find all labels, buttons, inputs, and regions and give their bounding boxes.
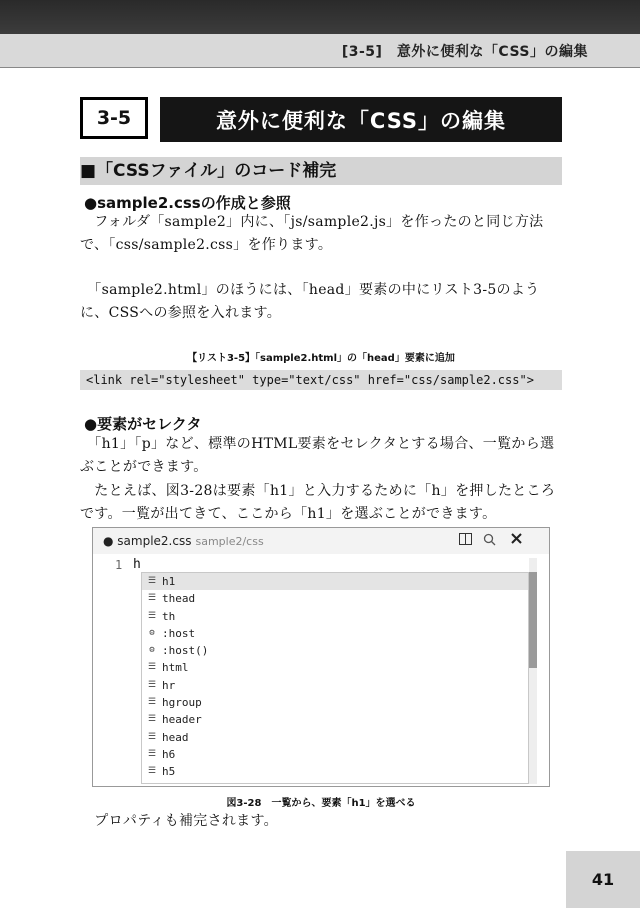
editor-tab[interactable] <box>103 534 264 548</box>
property-icon: ☰ <box>147 576 157 586</box>
tab-path: sample2/css <box>195 535 264 548</box>
suggestion-label: :host() <box>162 644 209 658</box>
code-listing: <link rel="stylesheet" type="text/css" href="css/sample2.css"> <box>80 370 562 390</box>
scrollbar-thumb[interactable] <box>529 572 537 668</box>
suggestion-label: thead <box>162 592 196 606</box>
property-icon: ☰ <box>147 731 157 742</box>
top-band <box>0 0 640 34</box>
paragraph-text: フォルダ「sample2」内に、「js/sample2.js」を作ったのと同じ方法で、「css/sample2.css」を作ります。 <box>80 214 544 253</box>
search-icon[interactable] <box>483 533 496 550</box>
editor-screenshot <box>92 527 550 787</box>
suggestion-item[interactable] <box>142 642 528 659</box>
property-icon: ☰ <box>147 697 157 708</box>
suggestion-label: hgroup <box>162 696 202 710</box>
listing-caption: 【リスト3-5】「sample2.html」の「head」要素に追加 <box>187 353 455 364</box>
paragraph <box>80 480 564 526</box>
suggestion-item[interactable] <box>142 746 528 763</box>
suggestion-item[interactable] <box>142 625 528 642</box>
suggestion-item[interactable] <box>142 729 528 746</box>
suggestion-label: h1 <box>162 575 176 588</box>
editor-tab-bar <box>93 528 549 554</box>
subheading-selector: ●要素がセレクタ <box>84 415 202 433</box>
split-editor-icon[interactable] <box>459 533 472 549</box>
running-header-bar <box>0 34 640 68</box>
figure-caption: 図3-28 一覧から、要素「h1」を選べる <box>226 798 416 809</box>
paragraph-text: プロパティも補完されます。 <box>80 813 278 829</box>
running-header: [3-5] 意外に便利な「CSS」の編集 <box>341 44 588 60</box>
paragraph-text: たとえば、図3-28は要素「h1」と入力するために「h」を押したところです。一覧が出てきて、ここから「h1」を選ぶことができます。 <box>80 483 556 522</box>
subheading-sample2css: ●sample2.cssの作成と参照 <box>84 194 291 212</box>
code-line[interactable]: h <box>133 557 141 572</box>
chapter-title: 意外に便利な「CSS」の編集 <box>160 97 562 142</box>
paragraph <box>80 211 564 257</box>
property-icon: ☰ <box>147 714 157 725</box>
property-icon: ☰ <box>147 610 157 621</box>
suggestion-label: hr <box>162 678 176 692</box>
suggestion-item[interactable] <box>142 763 528 780</box>
suggestion-label: html <box>162 661 189 675</box>
suggestion-label: :host <box>162 626 196 640</box>
close-icon[interactable] <box>511 533 522 548</box>
suggestion-list[interactable] <box>141 572 529 784</box>
paragraph <box>80 810 564 833</box>
line-number: 1 <box>115 558 123 572</box>
suggestion-label: header <box>162 713 202 727</box>
property-icon: ☰ <box>147 593 157 604</box>
suggestion-item[interactable] <box>142 694 528 711</box>
section-heading: ■「CSSファイル」のコード補完 <box>80 157 562 185</box>
paragraph <box>80 433 564 479</box>
paragraph-text: 「h1」「p」など、標準のHTML要素をセレクタとする場合、一覧から選ぶことができます。 <box>80 436 555 475</box>
property-icon: ☰ <box>147 662 157 673</box>
page-number: 41 <box>566 851 640 908</box>
suggestion-item[interactable] <box>142 590 528 607</box>
suggestion-label: h5 <box>162 765 176 779</box>
chapter-number: 3-5 <box>80 97 148 139</box>
suggestion-item[interactable] <box>142 659 528 676</box>
suggestion-item[interactable] <box>142 677 528 694</box>
suggestion-item[interactable] <box>142 608 528 625</box>
property-icon: ☰ <box>147 766 157 777</box>
suggestion-label: h6 <box>162 747 176 761</box>
property-icon: ☰ <box>147 748 157 759</box>
module-icon: ⚙ <box>149 645 155 656</box>
suggestion-item[interactable] <box>142 573 528 590</box>
suggestion-label: th <box>162 609 176 623</box>
suggestion-item[interactable] <box>142 711 528 728</box>
module-icon: ⚙ <box>149 627 155 638</box>
tab-title: ● sample2.css <box>103 534 192 548</box>
property-icon: ☰ <box>147 679 157 690</box>
paragraph-text: 「sample2.html」のほうには、「head」要素の中にリスト3-5のように、CSSへの参照を入れます。 <box>80 282 540 321</box>
paragraph <box>80 279 564 325</box>
suggestion-label: head <box>162 730 189 744</box>
